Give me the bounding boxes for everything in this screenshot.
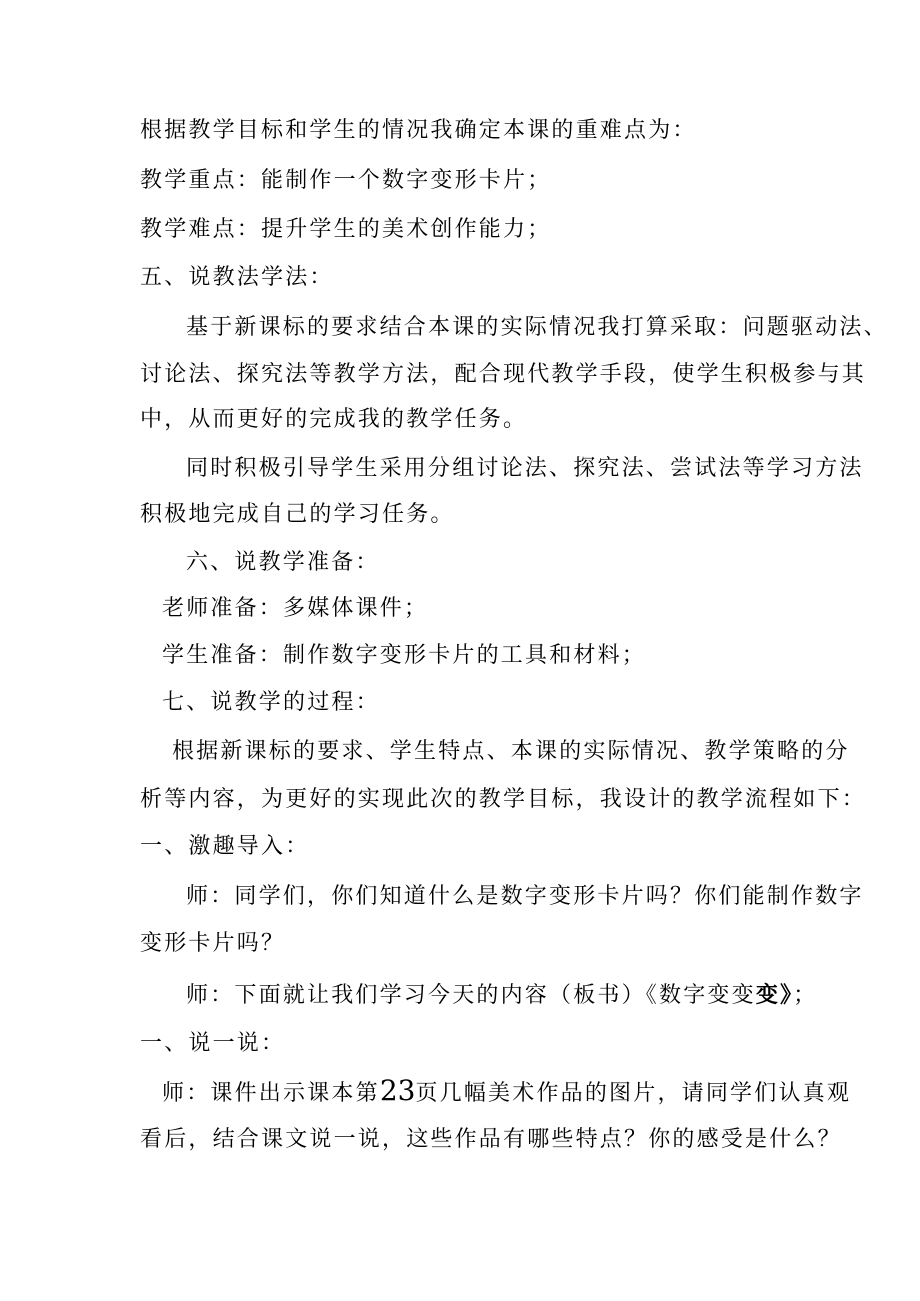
paragraph-process-line-2: 析等内容，为更好的实现此次的教学目标，我设计的教学流程如下： xyxy=(140,787,867,812)
paragraph-process-line-1: 根据新课标的要求、学生特点、本课的实际情况、教学策略的分 xyxy=(172,739,850,764)
paragraph-courseware-line-2: 看后，结合课文说一说，这些作品有哪些特点？你的感受是什么？ xyxy=(140,1127,842,1152)
paragraph-methods-line-2: 讨论法、探究法等教学方法，配合现代教学手段，使学生积极参与其 xyxy=(140,362,867,387)
paragraph-teacher-question-line-1: 师：同学们，你们知道什么是数字变形卡片吗？你们能制作数字 xyxy=(186,884,864,909)
paragraph-teaching-focus: 教学重点：能制作一个数字变形卡片； xyxy=(140,168,552,193)
paragraph-methods-line-1: 基于新课标的要求结合本课的实际情况我打算采取：问题驱动法、 xyxy=(186,315,888,340)
page-number: 23 xyxy=(379,1074,416,1107)
paragraph-teaching-difficulty: 教学难点：提升学生的美术创作能力； xyxy=(140,217,552,242)
teacher-intro-text: 师：下面就让我们学习今天的内容（板书）《数字变变 xyxy=(186,983,756,1008)
paragraph-teacher-preparation: 老师准备：多媒体课件； xyxy=(162,596,429,621)
paragraph-learning-methods-line-1: 同时积极引导学生采用分组讨论法、探究法、尝试法等学习方法 xyxy=(186,456,864,481)
teacher-intro-end: ； xyxy=(793,983,818,1008)
courseware-text-start: 师：课件出示课本第 xyxy=(162,1081,380,1106)
paragraph-student-preparation: 学生准备：制作数字变形卡片的工具和材料； xyxy=(162,643,647,668)
paragraph-courseware-line-1 xyxy=(162,1076,851,1109)
paragraph-teacher-question-line-2: 变形卡片吗？ xyxy=(140,931,286,956)
teacher-intro-bold: 变》 xyxy=(755,982,794,1008)
heading-say-it: 一、说一说： xyxy=(140,1031,286,1056)
heading-section-six: 六、说教学准备： xyxy=(186,550,380,575)
paragraph-teacher-intro xyxy=(186,980,817,1011)
heading-section-five: 五、说教法学法： xyxy=(140,265,334,290)
heading-section-seven: 七、说教学的过程： xyxy=(162,690,380,715)
courseware-text-end: 页几幅美术作品的图片，请同学们认真观 xyxy=(415,1081,852,1106)
paragraph-key-points-intro: 根据教学目标和学生的情况我确定本课的重难点为： xyxy=(140,118,697,143)
paragraph-learning-methods-line-2: 积极地完成自己的学习任务。 xyxy=(140,502,455,527)
heading-warm-up: 一、激趣导入： xyxy=(140,834,310,859)
paragraph-methods-line-3: 中，从而更好的完成我的教学任务。 xyxy=(140,407,528,432)
